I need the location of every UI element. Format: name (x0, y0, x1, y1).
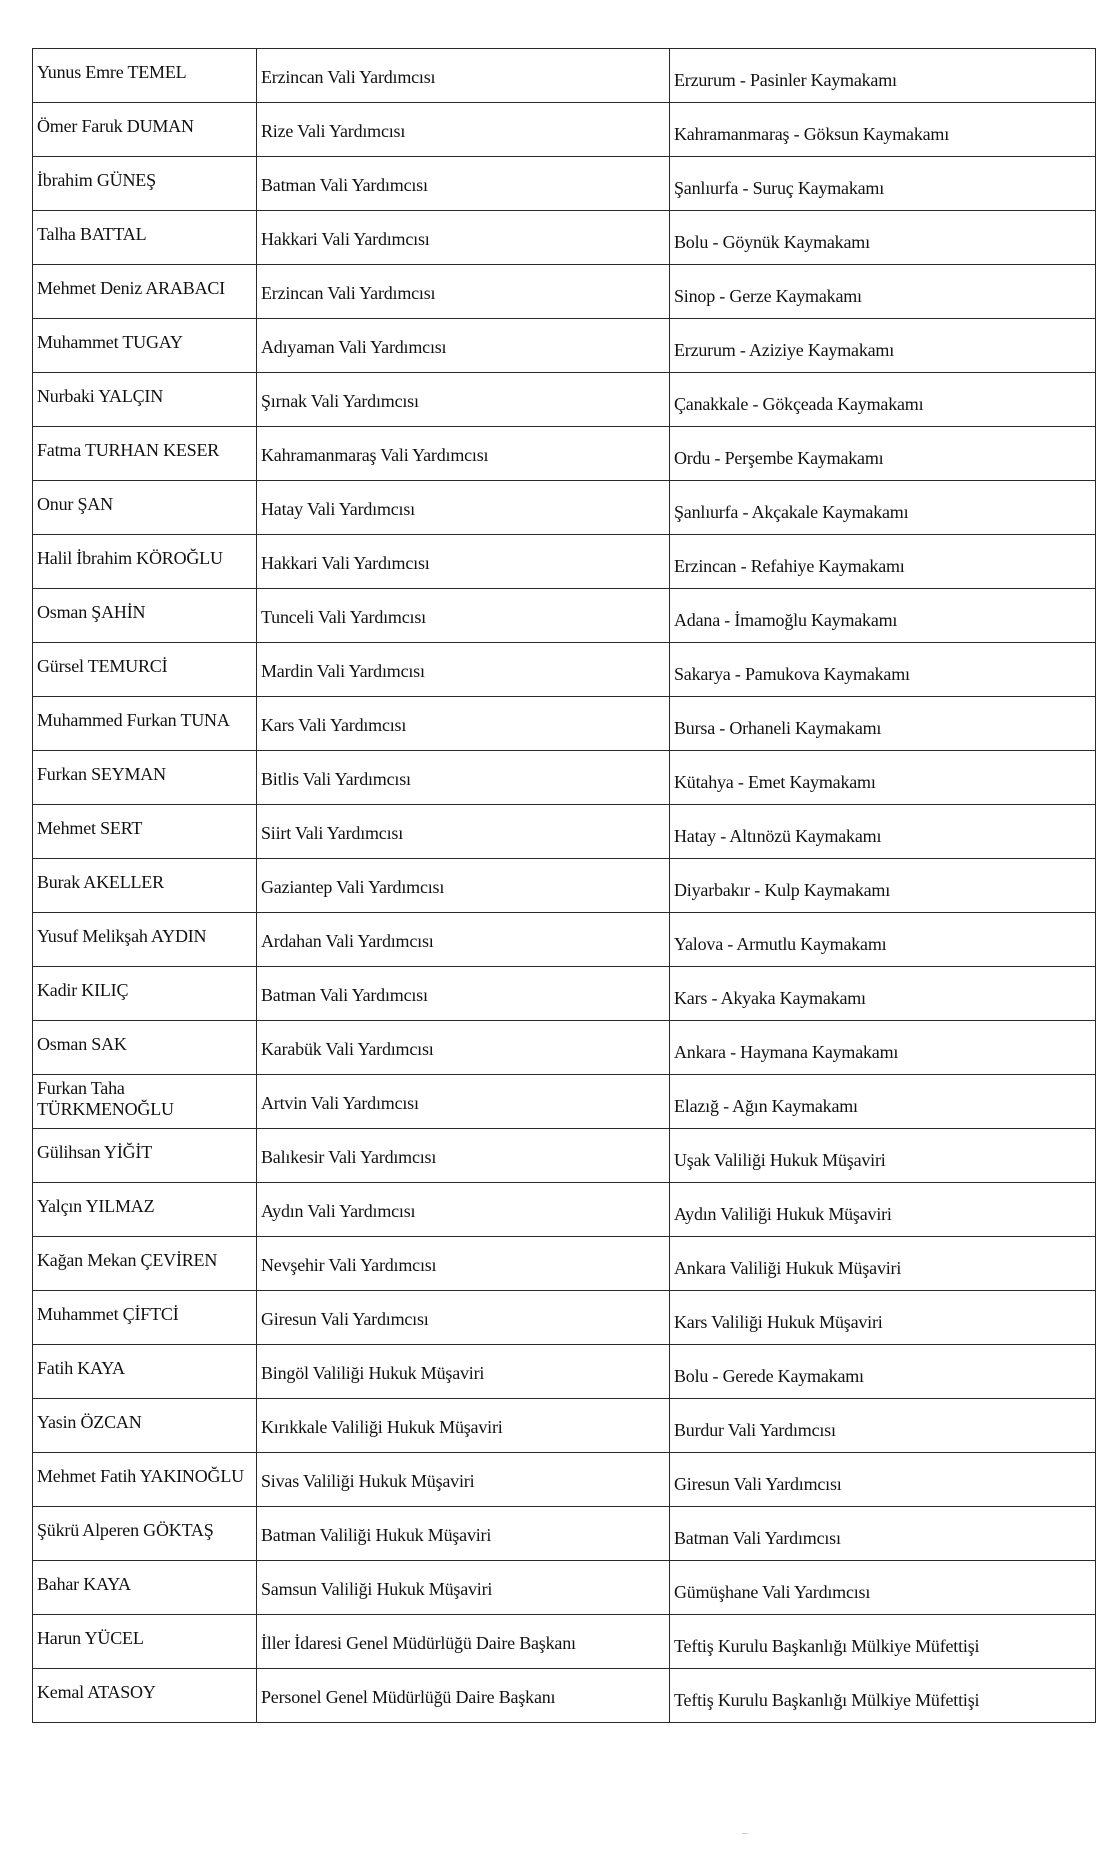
name-cell (33, 805, 257, 859)
old-position-cell-text: Hakkari Vali Yardımcısı (261, 553, 430, 573)
new-position-cell-text: Kars - Akyaka Kaymakamı (674, 988, 866, 1008)
table-row (33, 967, 1096, 1021)
name-cell (33, 589, 257, 643)
old-position-cell-text: Nevşehir Vali Yardımcısı (261, 1255, 437, 1275)
new-position-cell (670, 1129, 1096, 1183)
table-row (33, 1453, 1096, 1507)
new-position-cell (670, 1237, 1096, 1291)
name-cell-text: Yunus Emre TEMEL (37, 62, 187, 82)
old-position-cell-text: Siirt Vali Yardımcısı (261, 823, 403, 843)
old-position-cell (257, 211, 670, 265)
old-position-cell-text: İller İdaresi Genel Müdürlüğü Daire Başkanı (261, 1633, 576, 1653)
old-position-cell (257, 265, 670, 319)
name-cell-text: Furkan SEYMAN (37, 764, 166, 784)
old-position-cell-text: Mardin Vali Yardımcısı (261, 661, 425, 681)
name-cell (33, 1129, 257, 1183)
old-position-cell (257, 1075, 670, 1129)
old-position-cell (257, 1669, 670, 1723)
name-cell-text: Burak AKELLER (37, 872, 164, 892)
table-row (33, 103, 1096, 157)
old-position-cell (257, 103, 670, 157)
table-row (33, 1561, 1096, 1615)
name-cell (33, 913, 257, 967)
old-position-cell (257, 1183, 670, 1237)
new-position-cell (670, 1021, 1096, 1075)
new-position-cell-text: Sakarya - Pamukova Kaymakamı (674, 664, 910, 684)
new-position-cell (670, 697, 1096, 751)
new-position-cell (670, 1399, 1096, 1453)
old-position-cell-text: Batman Valiliği Hukuk Müşaviri (261, 1525, 492, 1545)
new-position-cell-text: Batman Vali Yardımcısı (674, 1528, 841, 1548)
old-position-cell (257, 373, 670, 427)
name-cell (33, 49, 257, 103)
name-cell-text: Nurbaki YALÇIN (37, 386, 164, 406)
name-cell (33, 481, 257, 535)
new-position-cell (670, 1291, 1096, 1345)
old-position-cell-text: Batman Vali Yardımcısı (261, 175, 428, 195)
table-row (33, 751, 1096, 805)
old-position-cell (257, 1291, 670, 1345)
new-position-cell (670, 535, 1096, 589)
table-row (33, 1345, 1096, 1399)
table-row (33, 1291, 1096, 1345)
new-position-cell-text: Şanlıurfa - Suruç Kaymakamı (674, 178, 885, 198)
old-position-cell (257, 319, 670, 373)
old-position-cell (257, 697, 670, 751)
new-position-cell-text: Erzurum - Aziziye Kaymakamı (674, 340, 895, 360)
new-position-cell (670, 805, 1096, 859)
name-cell-text: Kadir KILIÇ (37, 980, 129, 1000)
new-position-cell-text: Bolu - Gerede Kaymakamı (674, 1366, 864, 1386)
new-position-cell (670, 751, 1096, 805)
old-position-cell-text: Hatay Vali Yardımcısı (261, 499, 415, 519)
old-position-cell-text: Ardahan Vali Yardımcısı (261, 931, 434, 951)
old-position-cell-text: Kırıkkale Valiliği Hukuk Müşaviri (261, 1417, 503, 1437)
name-cell-text: Şükrü Alperen GÖKTAŞ (37, 1520, 214, 1540)
table-row (33, 265, 1096, 319)
new-position-cell-text: Elazığ - Ağın Kaymakamı (674, 1096, 858, 1116)
old-position-cell-text: Bitlis Vali Yardımcısı (261, 769, 411, 789)
name-cell (33, 319, 257, 373)
name-cell-text: İbrahim GÜNEŞ (37, 170, 156, 190)
new-position-cell (670, 1507, 1096, 1561)
old-position-cell-text: Erzincan Vali Yardımcısı (261, 283, 436, 303)
name-cell-text: Yalçın YILMAZ (37, 1196, 155, 1216)
name-cell-text: Harun YÜCEL (37, 1628, 144, 1648)
name-cell (33, 1345, 257, 1399)
new-position-cell (670, 157, 1096, 211)
name-cell (33, 1183, 257, 1237)
new-position-cell (670, 211, 1096, 265)
name-cell-text: Furkan Taha TÜRKMENOĞLU (37, 1077, 174, 1119)
old-position-cell (257, 1345, 670, 1399)
new-position-cell (670, 1345, 1096, 1399)
new-position-cell-text: Kütahya - Emet Kaymakamı (674, 772, 876, 792)
name-cell-text: Muhammet TUGAY (37, 332, 183, 352)
new-position-cell-text: Erzurum - Pasinler Kaymakamı (674, 70, 897, 90)
old-position-cell-text: Artvin Vali Yardımcısı (261, 1093, 419, 1113)
name-cell (33, 211, 257, 265)
old-position-cell (257, 157, 670, 211)
new-position-cell (670, 643, 1096, 697)
old-position-cell-text: Erzincan Vali Yardımcısı (261, 67, 436, 87)
name-cell (33, 535, 257, 589)
name-cell (33, 1669, 257, 1723)
table-row (33, 481, 1096, 535)
new-position-cell (670, 859, 1096, 913)
name-cell-text: Fatih KAYA (37, 1358, 125, 1378)
new-position-cell-text: Adana - İmamoğlu Kaymakamı (674, 610, 898, 630)
old-position-cell (257, 805, 670, 859)
new-position-cell-text: Çanakkale - Gökçeada Kaymakamı (674, 394, 924, 414)
name-cell (33, 373, 257, 427)
name-cell-text: Osman SAK (37, 1034, 127, 1054)
old-position-cell (257, 967, 670, 1021)
name-cell-text: Kağan Mekan ÇEVİREN (37, 1250, 218, 1270)
old-position-cell-text: Kars Vali Yardımcısı (261, 715, 407, 735)
table-row (33, 1237, 1096, 1291)
name-cell (33, 1615, 257, 1669)
old-position-cell (257, 535, 670, 589)
name-cell (33, 859, 257, 913)
new-position-cell-text: Teftiş Kurulu Başkanlığı Mülkiye Müfettişi (674, 1636, 980, 1656)
new-position-cell-text: Giresun Vali Yardımcısı (674, 1474, 842, 1494)
table-row (33, 589, 1096, 643)
table-row (33, 859, 1096, 913)
new-position-cell (670, 373, 1096, 427)
new-position-cell (670, 265, 1096, 319)
table-row (33, 211, 1096, 265)
old-position-cell (257, 859, 670, 913)
table-row (33, 157, 1096, 211)
new-position-cell (670, 49, 1096, 103)
old-position-cell (257, 1561, 670, 1615)
old-position-cell-text: Samsun Valiliği Hukuk Müşaviri (261, 1579, 493, 1599)
table-row (33, 1615, 1096, 1669)
old-position-cell-text: Rize Vali Yardımcısı (261, 121, 406, 141)
name-cell (33, 1075, 257, 1129)
old-position-cell (257, 1129, 670, 1183)
new-position-cell (670, 427, 1096, 481)
old-position-cell (257, 1399, 670, 1453)
name-cell-text: Halil İbrahim KÖROĞLU (37, 548, 223, 568)
old-position-cell (257, 751, 670, 805)
name-cell-text: Talha BATTAL (37, 224, 147, 244)
table-row (33, 1075, 1096, 1129)
name-cell-text: Bahar KAYA (37, 1574, 131, 1594)
name-cell-text: Ömer Faruk DUMAN (37, 116, 194, 136)
new-position-cell-text: Diyarbakır - Kulp Kaymakamı (674, 880, 891, 900)
old-position-cell-text: Batman Vali Yardımcısı (261, 985, 428, 1005)
name-cell (33, 697, 257, 751)
old-position-cell (257, 913, 670, 967)
new-position-cell (670, 1615, 1096, 1669)
name-cell-text: Yusuf Melikşah AYDIN (37, 926, 207, 946)
table-row (33, 49, 1096, 103)
old-position-cell (257, 643, 670, 697)
new-position-cell (670, 589, 1096, 643)
new-position-cell-text: Şanlıurfa - Akçakale Kaymakamı (674, 502, 909, 522)
old-position-cell-text: Kahramanmaraş Vali Yardımcısı (261, 445, 489, 465)
name-cell (33, 157, 257, 211)
old-position-cell (257, 1507, 670, 1561)
name-cell (33, 643, 257, 697)
new-position-cell (670, 1453, 1096, 1507)
table-row (33, 1183, 1096, 1237)
new-position-cell-text: Sinop - Gerze Kaymakamı (674, 286, 862, 306)
name-cell-text: Mehmet Deniz ARABACI (37, 278, 225, 298)
new-position-cell-text: Yalova - Armutlu Kaymakamı (674, 934, 887, 954)
old-position-cell (257, 1453, 670, 1507)
old-position-cell-text: Personel Genel Müdürlüğü Daire Başkanı (261, 1687, 556, 1707)
scan-artifact (742, 1833, 748, 1834)
old-position-cell (257, 1615, 670, 1669)
name-cell (33, 1453, 257, 1507)
new-position-cell-text: Gümüşhane Vali Yardımcısı (674, 1582, 871, 1602)
name-cell-text: Gürsel TEMURCİ (37, 656, 168, 676)
old-position-cell-text: Karabük Vali Yardımcısı (261, 1039, 434, 1059)
old-position-cell-text: Bingöl Valiliği Hukuk Müşaviri (261, 1363, 485, 1383)
new-position-cell (670, 1561, 1096, 1615)
new-position-cell-text: Ordu - Perşembe Kaymakamı (674, 448, 884, 468)
name-cell (33, 1507, 257, 1561)
name-cell (33, 1561, 257, 1615)
new-position-cell-text: Kahramanmaraş - Göksun Kaymakamı (674, 124, 950, 144)
old-position-cell-text: Gaziantep Vali Yardımcısı (261, 877, 445, 897)
name-cell-text: Mehmet SERT (37, 818, 143, 838)
name-cell (33, 1399, 257, 1453)
new-position-cell-text: Uşak Valiliği Hukuk Müşaviri (674, 1150, 886, 1170)
name-cell-text: Gülihsan YİĞİT (37, 1142, 153, 1162)
name-cell (33, 1291, 257, 1345)
name-cell (33, 103, 257, 157)
table-row (33, 319, 1096, 373)
name-cell-text: Osman ŞAHİN (37, 602, 146, 622)
new-position-cell-text: Erzincan - Refahiye Kaymakamı (674, 556, 905, 576)
name-cell-text: Fatma TURHAN KESER (37, 440, 220, 460)
new-position-cell-text: Bolu - Göynük Kaymakamı (674, 232, 870, 252)
table-row (33, 697, 1096, 751)
old-position-cell (257, 49, 670, 103)
old-position-cell-text: Tunceli Vali Yardımcısı (261, 607, 426, 627)
table-row (33, 913, 1096, 967)
old-position-cell (257, 1021, 670, 1075)
table-row (33, 373, 1096, 427)
new-position-cell-text: Burdur Vali Yardımcısı (674, 1420, 836, 1440)
new-position-cell (670, 913, 1096, 967)
name-cell-text: Muhammed Furkan TUNA (37, 710, 230, 730)
new-position-cell (670, 1183, 1096, 1237)
new-position-cell-text: Ankara Valiliği Hukuk Müşaviri (674, 1258, 902, 1278)
table-row (33, 535, 1096, 589)
table-row (33, 1021, 1096, 1075)
new-position-cell-text: Ankara - Haymana Kaymakamı (674, 1042, 899, 1062)
assignments-table-body (33, 49, 1096, 1723)
table-row (33, 643, 1096, 697)
new-position-cell (670, 967, 1096, 1021)
new-position-cell (670, 1669, 1096, 1723)
old-position-cell (257, 589, 670, 643)
new-position-cell (670, 103, 1096, 157)
name-cell (33, 967, 257, 1021)
table-row (33, 1129, 1096, 1183)
name-cell-text: Muhammet ÇİFTCİ (37, 1304, 179, 1324)
table-row (33, 427, 1096, 481)
name-cell-text: Onur ŞAN (37, 494, 113, 514)
new-position-cell-text: Teftiş Kurulu Başkanlığı Mülkiye Müfettişi (674, 1690, 980, 1710)
new-position-cell-text: Kars Valiliği Hukuk Müşaviri (674, 1312, 883, 1332)
assignments-table (32, 48, 1096, 1723)
old-position-cell-text: Adıyaman Vali Yardımcısı (261, 337, 447, 357)
name-cell-text: Kemal ATASOY (37, 1682, 156, 1702)
old-position-cell-text: Sivas Valiliği Hukuk Müşaviri (261, 1471, 475, 1491)
new-position-cell-text: Hatay - Altınözü Kaymakamı (674, 826, 882, 846)
name-cell (33, 1021, 257, 1075)
new-position-cell (670, 481, 1096, 535)
old-position-cell (257, 1237, 670, 1291)
name-cell (33, 751, 257, 805)
name-cell-text: Mehmet Fatih YAKINOĞLU (37, 1466, 244, 1486)
new-position-cell-text: Aydın Valiliği Hukuk Müşaviri (674, 1204, 892, 1224)
table-row (33, 805, 1096, 859)
old-position-cell-text: Balıkesir Vali Yardımcısı (261, 1147, 437, 1167)
table-row (33, 1669, 1096, 1723)
name-cell (33, 1237, 257, 1291)
old-position-cell-text: Şırnak Vali Yardımcısı (261, 391, 419, 411)
new-position-cell-text: Bursa - Orhaneli Kaymakamı (674, 718, 882, 738)
table-row (33, 1399, 1096, 1453)
new-position-cell (670, 319, 1096, 373)
old-position-cell-text: Giresun Vali Yardımcısı (261, 1309, 429, 1329)
table-row (33, 1507, 1096, 1561)
name-cell (33, 427, 257, 481)
old-position-cell-text: Hakkari Vali Yardımcısı (261, 229, 430, 249)
name-cell-text: Yasin ÖZCAN (37, 1412, 142, 1432)
new-position-cell (670, 1075, 1096, 1129)
old-position-cell (257, 481, 670, 535)
old-position-cell (257, 427, 670, 481)
old-position-cell-text: Aydın Vali Yardımcısı (261, 1201, 416, 1221)
name-cell (33, 265, 257, 319)
